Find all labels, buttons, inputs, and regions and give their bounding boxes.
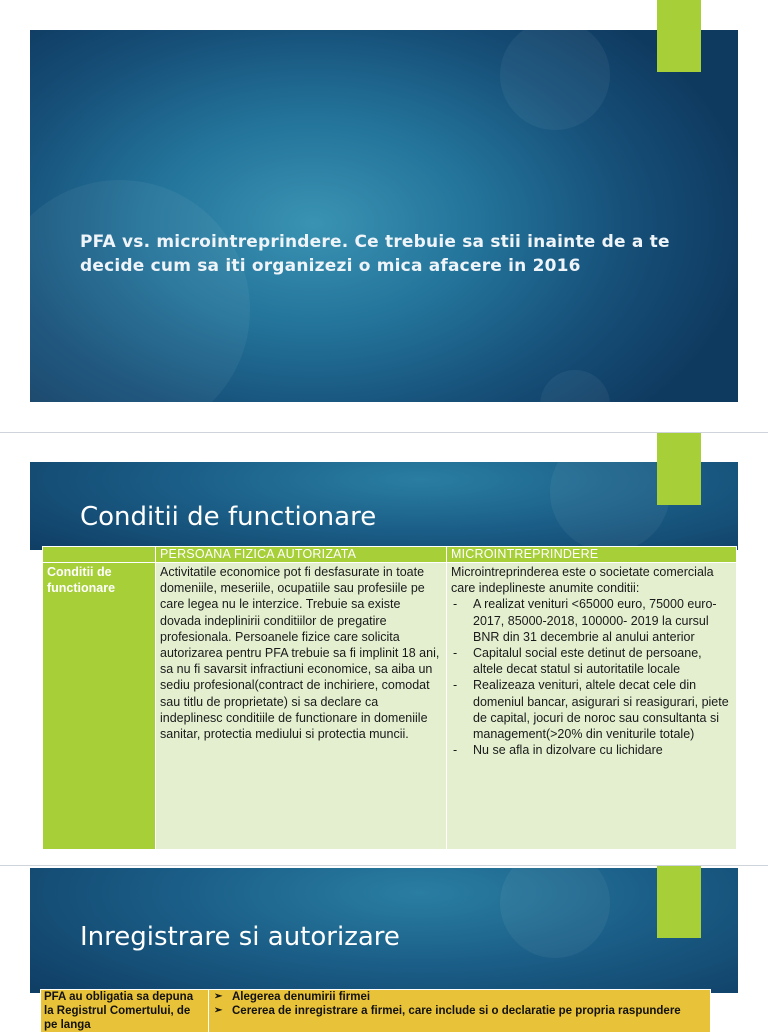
decor-circle: [30, 180, 250, 402]
table-header-cell: PERSOANA FIZICA AUTORIZATA: [156, 547, 447, 563]
slide-title: PFA vs. microintreprindere. Ce trebuie sa stii inainte de a te decide cum sa iti organizezi o mica afacere in 2016: [80, 232, 670, 276]
list-item: ➢ Cererea de inregistrare a firmei, care include si o declaratie pe propria raspundere: [212, 1004, 707, 1018]
row-label: PFA au obligatia sa depuna la Registrul Comertului, de pe langa: [41, 990, 209, 1033]
title-slide: [30, 30, 738, 402]
registration-table: [40, 989, 711, 1033]
slide-header-band: [30, 868, 738, 993]
slide-title: Inregistrare si autorizare: [80, 922, 400, 952]
list-item: - Capitalul social este detinut de persoane, altele decat statul si autoritatile locale: [451, 645, 732, 677]
slide-header-band: [30, 462, 738, 550]
table-header-cell: MICROINTREPRINDERE: [447, 547, 737, 563]
table-header-cell: [43, 547, 156, 563]
steps-cell: [209, 990, 711, 1033]
decor-circle: [500, 868, 610, 958]
accent-bar: [657, 866, 701, 938]
row-label: Conditii de functionare: [43, 563, 156, 850]
micro-cell: [447, 563, 737, 850]
slide-separator: [0, 432, 768, 433]
list-item: - Nu se afla in dizolvare cu lichidare: [451, 742, 732, 758]
table-header-row: [43, 547, 737, 563]
decor-circle: [500, 30, 610, 130]
decor-circle: [550, 462, 670, 550]
accent-bar: [657, 0, 701, 72]
list-item: ➢ Alegerea denumirii firmei: [212, 990, 707, 1004]
comparison-table: [42, 546, 737, 850]
micro-conditions-list: [451, 596, 732, 758]
slide-title: Conditii de functionare: [80, 502, 377, 532]
accent-bar: [657, 433, 701, 505]
steps-list: [212, 990, 707, 1018]
list-item: - Realizeaza venituri, altele decat cele din domeniul bancar, asigurari si reasigurari, piete de capital, jocuri de noroc sau consultanta si management(>20% din veniturile totale): [451, 677, 732, 742]
slide-separator: [0, 865, 768, 866]
pfa-cell: Activitatile economice pot fi desfasurate in toate domeniile, meseriile, ocupatiile sau profesiile pe care legea nu le interzice. Trebuie sa existe dovada indeplinirii conditiilor de pregatire profesionala. Persoanele fizice care solicita autorizarea pentru PFA trebuie sa fi implinit 18 ani, sa nu fi savarsit infractiuni economice, sa aiba un sediu profesional(contract de inchiriere, comodat sau titlu de proprietate) si sa declare ca indeplinesc conditiile de functionare in domeniile sanitar, protectia mediului si protectia muncii.: [156, 563, 447, 850]
list-item: - A realizat venituri <65000 euro, 75000 euro- 2017, 85000-2018, 100000- 2019 la cursul BNR din 31 decembrie al anului anterior: [451, 596, 732, 645]
decor-circle: [540, 370, 610, 402]
table-row: [43, 563, 737, 850]
table-row: [41, 990, 711, 1033]
micro-intro: Microintreprinderea este o societate comerciala care indeplineste anumite conditii:: [451, 565, 714, 596]
